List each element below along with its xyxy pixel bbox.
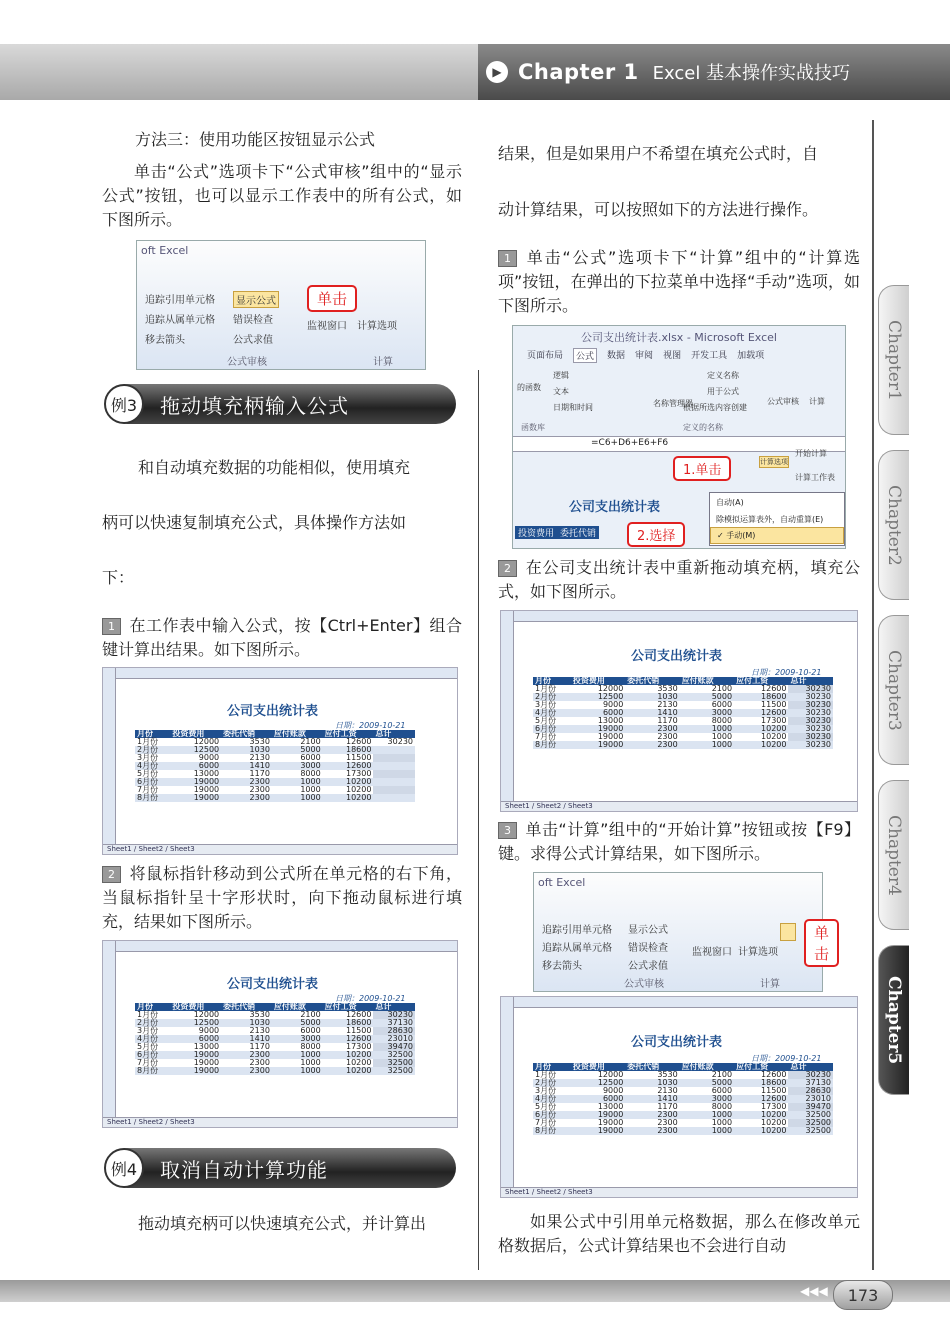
ex3-intro-2: 柄可以快速复制填充公式，具体操作方法如	[102, 513, 407, 532]
right-step-3: 3 单击“计算”组中的“开始计算”按钮或按【F9】键。求得公式计算结果，如下图所示。	[498, 820, 860, 863]
calc-now-icon[interactable]	[780, 923, 796, 941]
side-tab-chapter4[interactable]: Chapter4	[878, 780, 909, 930]
show-formulas-button[interactable]: 显示公式	[233, 291, 279, 308]
app-title: oft Excel	[141, 244, 189, 257]
sheet-tabs[interactable]: Sheet1 / Sheet2 / Sheet3	[103, 844, 457, 854]
page-number: 173	[833, 1280, 893, 1310]
menu-auto[interactable]: 自动(A)	[716, 498, 744, 507]
callout-click: 单击	[307, 285, 357, 312]
calc-options-screenshot: 公司支出统计表.xlsx - Microsoft Excel 页面布局 公式 数据 审阅 视图 开发工具 加载项 的函数 逻辑 文本 日期和时间 函数库 定义名称 用于公式 根据所选内容创建 名称管理器 定义的名称 公式审核 计算 =C6+D6+E6+F6 开始计算 计算工作表 计算选项 公司支出统计表 投资费用 委托代销 自动(A) 除模拟运算表外，自动重算(E) ✓ 手动(M) 1.单击 2.选择	[512, 325, 846, 549]
example3-title: 拖动填充柄输入公式	[160, 393, 349, 418]
group-audit: 公式审核	[227, 357, 267, 368]
right-step-2: 2 在公司支出统计表中重新拖动填充柄，填充公式，如下图所示。	[498, 558, 860, 601]
group-calc: 计算	[373, 357, 393, 368]
sheet-step1	[102, 667, 458, 855]
evaluate-formula-button[interactable]: 公式求值	[233, 335, 273, 346]
callout-select: 2.选择	[627, 522, 685, 547]
step-badge: 1	[102, 618, 121, 635]
chapter-title: Excel 基本操作实战技巧	[652, 63, 851, 84]
ex4-intro: 拖动填充柄可以快速填充公式，并计算出	[138, 1214, 427, 1233]
left-step-2: 2 将鼠标指针移动到公式所在单元格的右下角，当鼠标指针呈十字形状时，向下拖动鼠标进行填充，结果如下图所示。	[102, 864, 462, 931]
sheet-manual-fill: 公司支出统计表 日期：2009-10-21 月份 投资费用 委托代销 应付账款 应付工资 总计 1月份 12000 3530 2100 12600 30230 2月份 12500 1030 5000 18600 30230 3月份 9000 2130 6000 11500 30230 4月份 6000 1410 3000 12600 30230 5月份 13000 1170 8000 17300 30230 6月份 19000 2300 1000 10200 30230 7月份 19000 2300 1000 10200 30230 8月份 19000 2300 1000 10200 30230 Sheet1 / Sheet2 / Sheet3	[500, 610, 858, 812]
ribbon-screenshot-calc: oft Excel 追踪引用单元格 追踪从属单元格 移去箭头 显示公式 错误检查 公式求值 监视窗口 计算选项 公式审核 计算 单击	[533, 872, 823, 992]
trace-dependents[interactable]: 追踪从属单元格	[145, 315, 215, 326]
right-rule	[872, 120, 874, 1270]
chapter-header	[478, 44, 950, 100]
example3-label: 例3	[104, 384, 144, 424]
remove-arrows[interactable]: 移去箭头	[145, 335, 185, 346]
ex3-intro-1: 和自动填充数据的功能相似，使用填充	[138, 458, 411, 477]
chapter-label: Chapter 1	[518, 60, 639, 84]
data-table-manual: 月份 投资费用 委托代销 应付账款 应付工资 总计 1月份 12000 3530 2100 12600 30230 2月份 12500 1030 5000 18600 30230 3月份 9000 2130 6000 11500 30230 4月份 6000 1410 3000 12600 30230 5月份 13000 1170 8000 17300 30230 6月份 19000 2300 1000 10200 30230 7月份 19000 2300 1000 10200 30230 8月份 19000 2300 1000 10200 30230	[535, 676, 831, 749]
side-tab-chapter3[interactable]: Chapter3	[878, 615, 909, 765]
sheet-final: 公司支出统计表 日期：2009-10-21 月份 投资费用 委托代销 应付账款 应付工资 总计 1月份 12000 3530 2100 12600 30230 2月份 12500 1030 5000 18600 37130 3月份 9000 2130 6000 11500 28630 4月份 6000 1410 3000 12600 23010 5月份 13000 1170 8000 17300 39470 6月份 19000 2300 1000 10200 32500 7月份 19000 2300 1000 10200 32500 8月份 19000 2300 1000 10200 32500 Sheet1 / Sheet2 / Sheet3	[500, 996, 858, 1198]
right-closing: 如果公式中引用单元格数据，那么在修改单元格数据后，公式计算结果也不会进行自动	[498, 1212, 860, 1255]
column-divider	[478, 370, 479, 1270]
calc-options-menu[interactable]	[709, 492, 845, 546]
window-title: 公司支出统计表.xlsx - Microsoft Excel	[581, 331, 777, 344]
left-step-1: 1 在工作表中输入公式，按【Ctrl+Enter】组合键计算出结果。如下图所示。	[102, 616, 462, 659]
callout-click: 1.单击	[673, 456, 731, 481]
trace-precedents[interactable]: 追踪引用单元格	[145, 295, 215, 306]
partial-header: 投资费用 委托代销	[515, 526, 599, 539]
method3-text: 单击“公式”选项卡下“公式审核”组中的“显示公式”按钮，也可以显示工作表中的所有公式，如下图所示。	[102, 162, 462, 229]
play-icon: ▶	[486, 61, 508, 83]
example4-title: 取消自动计算功能	[160, 1157, 328, 1182]
method3-title: 方法三：使用功能区按钮显示公式	[135, 130, 376, 149]
step-badge: 2	[102, 866, 121, 883]
data-table-filled: 月份 投资费用 委托代销 应付账款 应付工资 总计 1月份 12000 3530 2100 12600 30230 2月份 12500 1030 5000 18600 37130 3月份 9000 2130 6000 11500 28630 4月份 6000 1410 3000 12600 23010 5月份 13000 1170 8000 17300 39470 6月份 19000 2300 1000 10200 32500 7月份 19000 2300 1000 10200 32500 8月份 19000 2300 1000 10200 32500	[137, 1002, 413, 1075]
data-table-final: 月份 投资费用 委托代销 应付账款 应付工资 总计 1月份 12000 3530 2100 12600 30230 2月份 12500 1030 5000 18600 37130 3月份 9000 2130 6000 11500 28630 4月份 6000 1410 3000 12600 23010 5月份 13000 1170 8000 17300 39470 6月份 19000 2300 1000 10200 32500 7月份 19000 2300 1000 10200 32500 8月份 19000 2300 1000 10200 32500	[535, 1062, 831, 1135]
example4-banner	[108, 1148, 456, 1188]
formula-bar[interactable]: =C6+D6+E6+F6	[513, 436, 845, 452]
watch-window-button[interactable]: 监视窗口	[307, 321, 347, 332]
calc-options-button[interactable]: 计算选项	[357, 321, 397, 332]
example4-label: 例4	[104, 1148, 144, 1188]
menu-auto-except-tables[interactable]: 除模拟运算表外，自动重算(E)	[716, 515, 824, 524]
sheet-title: 公司支出统计表	[227, 704, 319, 719]
side-tab-chapter1[interactable]: Chapter1	[878, 285, 909, 435]
right-step-1: 1 单击“公式”选项卡下“计算”组中的“计算选项”按钮，在弹出的下拉菜单中选择“手动”选项，如下图所示。	[498, 248, 860, 315]
sheet-date: 日期：2009-10-21	[335, 721, 406, 730]
ex3-intro-3: 下：	[102, 568, 135, 587]
data-table: 月份 投资费用 委托代销 应付账款 应付工资 总计 1月份 12000 3530 2100 12600 30230 2月份 12500 1030 5000 18600 3月份 9000 2130 6000 11500 4月份 6000 1410 3000 12600 5月份 13000 1170 8000 17300 6月份 19000 2300 1000 10200 7月份 19000 2300 1000 10200 8月份 19000 2300 1000 10200	[137, 729, 413, 802]
arrows-icon: ◀◀◀	[800, 1284, 828, 1298]
ribbon-tabs: 页面布局 公式 数据 审阅 视图 开发工具 加载项	[527, 348, 764, 363]
side-tab-chapter5[interactable]: Chapter5	[878, 945, 909, 1095]
calc-options-button[interactable]: 计算选项	[760, 458, 788, 466]
menu-manual[interactable]: ✓ 手动(M)	[710, 527, 844, 544]
right-cont-1: 结果，但是如果用户不希望在填充公式时，自	[498, 144, 819, 163]
side-tab-chapter2[interactable]: Chapter2	[878, 450, 909, 600]
right-cont-2: 动计算结果，可以按照如下的方法进行操作。	[498, 200, 819, 219]
error-check-button[interactable]: 错误检查	[233, 315, 273, 326]
example3-banner	[108, 384, 456, 424]
sheet-step2: 公司支出统计表 日期：2009-10-21 月份 投资费用 委托代销 应付账款 应付工资 总计 1月份 12000 3530 2100 12600 30230 2月份 12500 1030 5000 18600 37130 3月份 9000 2130 6000 11500 28630 4月份 6000 1410 3000 12600 23010 5月份 13000 1170 8000 17300 39470 6月份 19000 2300 1000 10200 32500 7月份 19000 2300 1000 10200 32500 8月份 19000 2300 1000 10200 32500 Sheet1 / Sheet2 / Sheet3	[102, 940, 458, 1128]
ribbon-screenshot-audit	[136, 240, 426, 370]
